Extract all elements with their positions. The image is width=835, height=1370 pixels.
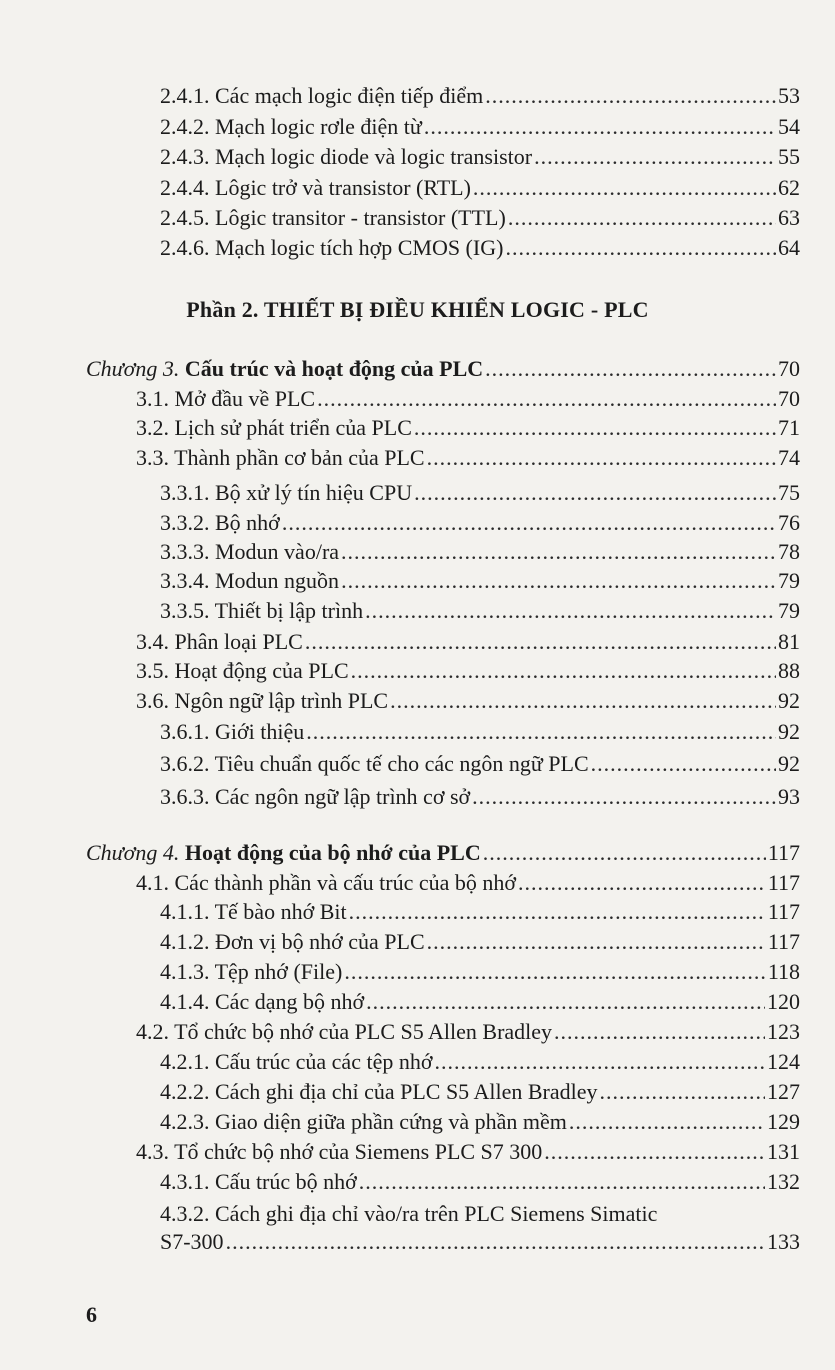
dot-leader [226,1228,765,1256]
toc-entry [160,113,800,141]
dot-leader [518,869,766,897]
toc-entry-page: 117 [767,840,800,865]
toc-entry [160,174,800,202]
dot-leader [414,414,776,442]
toc-entry-label: 3.5. Hoạt động của PLC [136,658,349,683]
toc-entry-page: 70 [778,386,800,411]
toc-entry [160,1108,800,1136]
toc-entry-page: 64 [778,235,800,260]
toc-entry-label: 4.2.3. Giao diện giữa phần cứng và phần mềm [160,1109,567,1134]
dot-leader [390,687,776,715]
toc-entry [160,538,800,566]
dot-leader [591,750,776,778]
toc-entry-label: 4.2.2. Cách ghi địa chỉ của PLC S5 Allen Bradley [160,1079,598,1104]
dot-leader [508,204,776,232]
dot-leader [366,988,765,1016]
toc-entry-label: 3.6. Ngôn ngữ lập trình PLC [136,688,389,713]
toc-entry-page: 71 [778,415,800,440]
toc-entry [136,414,800,442]
toc-entry-page: 127 [767,1079,800,1104]
toc-entry [160,143,800,171]
toc-entry-page: 120 [767,989,800,1014]
toc-entry-label: 3.3.5. Thiết bị lập trình [160,598,364,623]
toc-entry-page: 131 [767,1139,800,1164]
toc-entry-page: 54 [778,114,800,139]
dot-leader [472,783,776,811]
dot-leader [344,958,765,986]
dot-leader [473,174,776,202]
toc-entry [160,958,800,986]
toc-entry-label: 4.1.4. Các dạng bộ nhớ [160,989,365,1014]
dot-leader [317,385,776,413]
toc-entry-label: 3.2. Lịch sử phát triển của PLC [136,415,412,440]
part-heading: Phần 2. THIẾT BỊ ĐIỀU KHIỂN LOGIC - PLC [186,297,649,322]
toc-entry [160,1048,800,1076]
chapter-prefix: Chương 4. [86,840,180,865]
toc-entry [136,628,800,656]
toc-entry-page: 79 [778,568,800,593]
toc-entry [160,783,800,811]
dot-leader [282,509,776,537]
toc-entry [160,928,800,956]
dot-leader [365,597,776,625]
toc-entry-label: 3.6.1. Giới thiệu [160,719,305,744]
toc-entry-label: 4.1. Các thành phần và cấu trúc của bộ nhớ [136,870,517,895]
dot-leader [544,1138,765,1166]
toc-entry [136,385,800,413]
dot-leader [485,82,776,110]
dot-leader [306,718,776,746]
toc-entry [160,988,800,1016]
toc-entry-label: 2.4.2. Mạch logic rơle điện từ [160,114,422,139]
toc-entry [160,204,800,232]
toc-entry-label: 4.2. Tổ chức bộ nhớ của PLC S5 Allen Bradley [136,1019,553,1044]
toc-entry [136,1138,800,1166]
toc-entry-page: 81 [778,629,800,654]
dot-leader [483,839,766,867]
dot-leader [505,234,776,262]
dot-leader [414,479,776,507]
toc-entry [160,1078,800,1106]
dot-leader [534,143,776,171]
toc-entry-page: 92 [778,719,800,744]
toc-entry-page: 93 [778,784,800,809]
toc-entry-page: 53 [778,83,800,108]
dot-leader [424,113,776,141]
toc-entry [136,869,800,897]
toc-entry [160,1228,800,1256]
toc-entry [160,479,800,507]
toc-entry-page: 55 [778,144,800,169]
toc-entry-label: 3.6.3. Các ngôn ngữ lập trình cơ sở [160,784,471,809]
toc-entry-label: 3.6.2. Tiêu chuẩn quốc tế cho các ngôn ngữ PLC [160,751,589,776]
toc-entry-page: 75 [778,480,800,505]
chapter-prefix: Chương 3. [86,356,180,381]
toc-entry [160,567,800,595]
toc-entry [160,597,800,625]
toc-entry [160,1168,800,1196]
toc-entry-page: 118 [767,959,800,984]
toc-entry-label: 3.4. Phân loại PLC [136,629,303,654]
toc-entry-page: 74 [778,445,800,470]
dot-leader [427,928,766,956]
toc-entry-label: 2.4.6. Mạch logic tích hợp CMOS (IG) [160,235,504,260]
toc-entry [160,509,800,537]
chapter-name: Cấu trúc và hoạt động của PLC [179,356,484,381]
toc-entry-page: 78 [778,539,800,564]
toc-entry-page: 92 [778,688,800,713]
toc-entry-label: 3.3. Thành phần cơ bản của PLC [136,445,425,470]
chapter-title [86,355,483,383]
toc-entry-label: 4.1.1. Tế bào nhớ Bit [160,899,347,924]
toc-entry [160,82,800,110]
dot-leader [427,444,776,472]
toc-entry-page: 76 [778,510,800,535]
toc-entry-label: 3.3.3. Modun vào/ra [160,539,340,564]
toc-entry-page: 129 [767,1109,800,1134]
dot-leader [305,628,776,656]
dot-leader [434,1048,765,1076]
toc-entry [136,1018,800,1046]
toc-entry-label: 4.2.1. Cấu trúc của các tệp nhớ [160,1049,433,1074]
toc-entry [136,657,800,685]
toc-entry-page: 123 [767,1019,800,1044]
toc-entry-label: 3.1. Mở đầu về PLC [136,386,316,411]
chapter-heading [86,839,800,867]
toc-entry-label: 3.3.1. Bộ xử lý tín hiệu CPU [160,480,413,505]
chapter-name: Hoạt động của bộ nhớ của PLC [179,840,481,865]
toc-entry-page: 62 [778,175,800,200]
toc-entry-label: 4.3.1. Cấu trúc bộ nhớ [160,1169,357,1194]
toc-entry [160,234,800,262]
chapter-title [86,839,481,867]
toc-entry [160,898,800,926]
toc-entry [136,687,800,715]
toc-entry-label: 2.4.1. Các mạch logic điện tiếp điểm [160,83,484,108]
dot-leader [359,1168,765,1196]
toc-entry-page: 124 [767,1049,800,1074]
toc-entry-label: S7-300 [160,1229,224,1254]
toc-entry-page: 79 [778,598,800,623]
dot-leader [341,538,776,566]
toc-entry [160,750,800,778]
toc-entry-label: 2.4.4. Lôgic trở và transistor (RTL) [160,175,471,200]
dot-leader [341,567,776,595]
toc-entry-label: 4.1.2. Đơn vị bộ nhớ của PLC [160,929,425,954]
toc-entry-label: 4.1.3. Tệp nhớ (File) [160,959,343,984]
toc-entry-page: 63 [778,205,800,230]
toc-entry-page: 132 [767,1169,800,1194]
page-number: 6 [86,1302,97,1327]
toc-entry-page: 133 [767,1229,800,1254]
toc-entry-label: 4.3.2. Cách ghi địa chỉ vào/ra trên PLC Siemens Simatic [160,1201,658,1226]
dot-leader [349,898,766,926]
toc-entry-label: 3.3.2. Bộ nhớ [160,510,280,535]
toc-entry-label: 4.3. Tổ chức bộ nhớ của Siemens PLC S7 300 [136,1139,543,1164]
toc-entry-label: 3.3.4. Modun nguồn [160,568,340,593]
toc-entry-page: 88 [778,658,800,683]
toc-entry-page: 117 [767,870,800,895]
dot-leader [485,355,776,383]
toc-entry [160,718,800,746]
toc-entry [136,444,800,472]
toc-entry-label: 2.4.5. Lôgic transitor - transistor (TTL) [160,205,506,230]
toc-entry-page: 117 [767,899,800,924]
dot-leader [351,657,776,685]
dot-leader [569,1108,765,1136]
dot-leader [554,1018,765,1046]
toc-entry-label: 2.4.3. Mạch logic diode và logic transistor [160,144,533,169]
chapter-heading [86,355,800,383]
toc-entry-page: 70 [778,356,800,381]
toc-entry-page: 117 [767,929,800,954]
dot-leader [600,1078,766,1106]
toc-entry-page: 92 [778,751,800,776]
